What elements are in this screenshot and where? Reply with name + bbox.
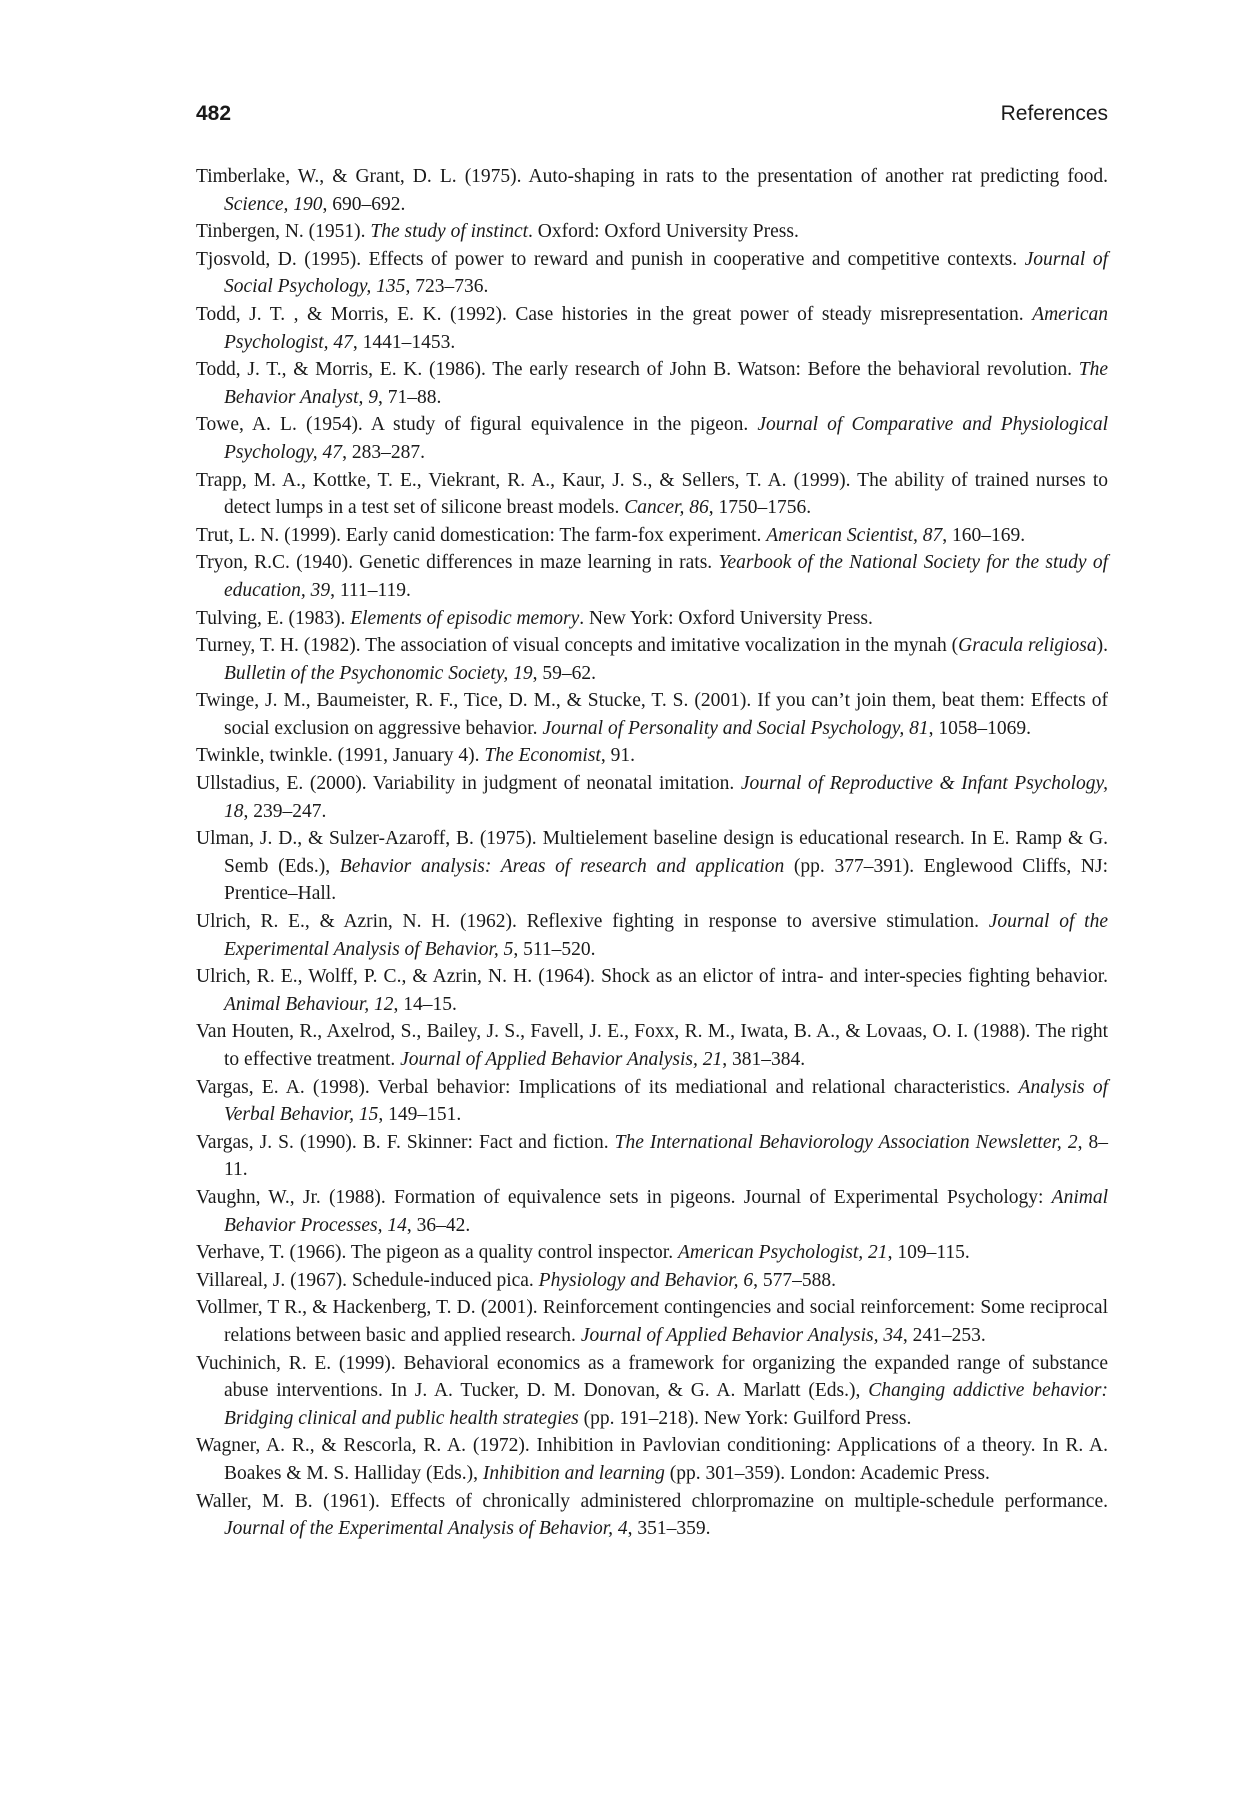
reference-text: , 690–692. [322,193,406,215]
reference-italic-text: Animal Behavior Processes, 14 [224,1186,1108,1236]
reference-italic-text: American Psychologist, 21 [677,1242,888,1264]
reference-text: , 723–736. [405,276,489,298]
reference-entry [196,218,1108,246]
reference-text: Wagner, A. R., & Rescorla, R. A. (1972). Inhibition in Pavlovian conditioning: Applications of a theory. In R. A. Boakes & M. S. Halliday (Eds.), [196,1435,1108,1484]
reference-entry [196,1018,1108,1073]
reference-entry [196,1432,1108,1487]
reference-text: , 1441–1453. [352,331,456,353]
reference-italic-text: The Economist [484,745,601,767]
reference-italic-text: Journal of Comparative and Physiological Psychology, 47 [224,414,1108,463]
reference-italic-text: Inhibition and learning [482,1462,665,1484]
reference-text: , 91. [600,745,635,767]
reference-entry [196,908,1108,963]
reference-entry [196,605,1108,633]
reference-text: , 511–520. [513,938,596,960]
reference-text: Van Houten, R., Axelrod, S., Bailey, J. S., Favell, J. E., Foxx, R. M., Iwata, B. A., & Lovaas, O. I. (1988). The right to effective treatment. [196,1021,1108,1070]
reference-text: , 577–588. [753,1269,837,1291]
reference-italic-text: American Psychologist, 47 [224,303,1108,353]
reference-text: , 71–88. [378,386,442,408]
reference-italic-text: Journal of Applied Behavior Analysis, 34 [580,1324,903,1346]
reference-text: Tinbergen, N. (1951). [196,221,371,243]
reference-entry [196,1074,1108,1129]
reference-italic-text: Journal of Reproductive & Infant Psychology, 18 [224,773,1108,822]
reference-text: Ulman, J. D., & Sulzer-Azaroff, B. (1975). Multielement baseline design is educational research. In E. Ramp & G. Semb (Eds.), [196,828,1108,877]
reference-text: Vollmer, T R., & Hackenberg, T. D. (2001). Reinforcement contingencies and social reinforcement: Some reciprocal relations between basic and applied research. [196,1297,1108,1346]
page-number: 482 [196,102,232,125]
reference-entry [196,687,1108,742]
reference-text: , 14–15. [393,993,457,1015]
reference-text: Twinge, J. M., Baumeister, R. F., Tice, D. M., & Stucke, T. S. (2001). If you can’t join them, beat them: Effects of social exclusion on aggressive behavior. [196,690,1108,739]
reference-text: Trapp, M. A., Kottke, T. E., Viekrant, R. A., Kaur, J. S., & Sellers, T. A. (1999). The ability of trained nurses to detect lumps in a test set of silicone breast models. [196,469,1108,519]
reference-entry [196,1239,1108,1267]
reference-italic-text: Gracula religiosa [958,635,1097,657]
reference-text: Vargas, E. A. (1998). Verbal behavior: Implications of its mediational and relational characteristics. [196,1076,1019,1098]
reference-italic-text: American Scientist, 87 [766,524,943,546]
reference-entry [196,301,1108,356]
reference-text: , 283–287. [342,441,425,463]
reference-entry [196,1294,1108,1349]
section-title: References [1000,102,1108,125]
reference-italic-text: Journal of the Experimental Analysis of Behavior, 5 [224,911,1108,960]
reference-text: Todd, J. T., & Morris, E. K. (1986). The early research of John B. Watson: Before the behavioral revolution. [196,359,1079,381]
reference-text: , 381–384. [722,1049,806,1070]
reference-text: , 36–42. [406,1214,471,1236]
reference-text: Villareal, J. (1967). Schedule-induced pica. [196,1269,539,1291]
reference-italic-text: Changing addictive behavior: Bridging clinical and public health strategies [224,1380,1109,1429]
reference-italic-text: Analysis of Verbal Behavior, 15 [224,1076,1108,1126]
reference-entry [196,1267,1108,1295]
reference-entry [196,467,1108,522]
reference-text: , 149–151. [378,1104,462,1126]
reference-text: Waller, M. B. (1961). Effects of chronically administered chlorpromazine on multiple-schedule performance. [196,1490,1108,1512]
reference-text: Tjosvold, D. (1995). Effects of power to reward and punish in cooperative and competitive contexts. [196,248,1025,270]
reference-text: Turney, T. H. (1982). The association of visual concepts and imitative vocalization in the mynah ( [196,635,959,657]
running-head [196,102,1108,132]
reference-entry [196,163,1108,218]
reference-italic-text: Behavior analysis: Areas of research and application [339,855,785,877]
reference-entry [196,246,1108,301]
reference-italic-text: Science, 190 [224,193,323,215]
reference-text: Verhave, T. (1966). The pigeon as a quality control inspector. [196,1242,678,1264]
reference-entry [196,1350,1108,1433]
reference-text: , 1750–1756. [708,497,812,519]
reference-italic-text: The study of instinct [370,221,529,243]
reference-entry [196,549,1108,604]
reference-text: Towe, A. L. (1954). A study of figural equivalence in the pigeon. [196,414,758,436]
reference-italic-text: Journal of Applied Behavior Analysis, 21 [400,1049,723,1070]
reference-entry [196,1129,1108,1184]
reference-italic-text: Elements of episodic memory [350,607,580,629]
reference-text: Vargas, J. S. (1990). B. F. Skinner: Fact and fiction. [196,1131,615,1153]
reference-text: , 8–11. [224,1131,1108,1181]
reference-text: ). [1096,635,1108,657]
reference-entry [196,1488,1108,1543]
reference-italic-text: The Behavior Analyst, 9 [224,359,1108,408]
reference-entry [196,632,1108,687]
reference-entry [196,963,1108,1018]
reference-text: Vaughn, W., Jr. (1988). Formation of equivalence sets in pigeons. Journal of Experimental Psychology: [196,1186,1052,1208]
reference-text: . Oxford: Oxford University Press. [528,221,799,243]
reference-text: , 160–169. [942,524,1026,546]
reference-entry [196,1184,1108,1239]
reference-entry [196,522,1108,550]
reference-list [196,163,1108,1543]
reference-text: , 59–62. [532,662,597,684]
reference-text: Twinkle, twinkle. (1991, January 4). [196,745,485,767]
reference-text: Ulrich, R. E., & Azrin, N. H. (1962). Reflexive fighting in response to aversive stimulation. [196,911,989,933]
reference-text: . New York: Oxford University Press. [579,607,873,629]
reference-text: , 241–253. [902,1324,986,1346]
reference-text: , 109–115. [887,1242,970,1264]
reference-entry [196,411,1108,466]
reference-text: (pp. 377–391). Englewood Cliffs, NJ: Prentice–Hall. [224,855,1108,905]
reference-italic-text: Journal of Personality and Social Psychology, 81 [542,717,929,739]
reference-italic-text: Journal of the Experimental Analysis of Behavior, 4 [224,1518,628,1540]
reference-italic-text: Animal Behaviour, 12 [224,993,394,1015]
reference-text: Ullstadius, E. (2000). Variability in judgment of neonatal imitation. [196,773,741,795]
reference-entry [196,770,1108,825]
reference-entry [196,825,1108,908]
reference-italic-text: Cancer, 86 [624,497,709,519]
reference-text: Todd, J. T. , & Morris, E. K. (1992). Case histories in the great power of steady misrepresentation. [196,303,1033,325]
reference-italic-text: Physiology and Behavior, 6 [538,1269,754,1291]
reference-entry [196,742,1108,770]
reference-text: Tryon, R.C. (1940). Genetic differences in maze learning in rats. [196,552,719,574]
reference-italic-text: Bulletin of the Psychonomic Society, 19 [224,662,533,684]
reference-text: , 351–359. [627,1518,711,1540]
reference-entry [196,356,1108,411]
reference-text: Timberlake, W., & Grant, D. L. (1975). Auto-shaping in rats to the presentation of another rat predicting food. [196,166,1108,187]
reference-italic-text: The International Behaviorology Association Newsletter, 2 [614,1131,1078,1153]
reference-text: , 1058–1069. [928,717,1031,739]
reference-text: Tulving, E. (1983). [196,607,351,629]
reference-text: , 239–247. [243,800,327,822]
reference-text: (pp. 191–218). New York: Guilford Press. [578,1407,912,1429]
reference-text: Trut, L. N. (1999). Early canid domestication: The farm-fox experiment. [196,524,767,546]
reference-text: (pp. 301–359). London: Academic Press. [664,1462,990,1484]
reference-text: Vuchinich, R. E. (1999). Behavioral economics as a framework for organizing the expanded range of substance abuse interventions. In J. A. Tucker, D. M. Donovan, & G. A. Marlatt (Eds.), [196,1352,1108,1402]
reference-italic-text: Journal of Social Psychology, 135 [224,248,1108,298]
reference-text: , 111–119. [330,579,411,601]
reference-text: Ulrich, R. E., Wolff, P. C., & Azrin, N. H. (1964). Shock as an elictor of intra- and inter-species fighting behavior. [196,966,1108,988]
reference-italic-text: Yearbook of the National Society for the study of education, 39 [224,552,1108,601]
